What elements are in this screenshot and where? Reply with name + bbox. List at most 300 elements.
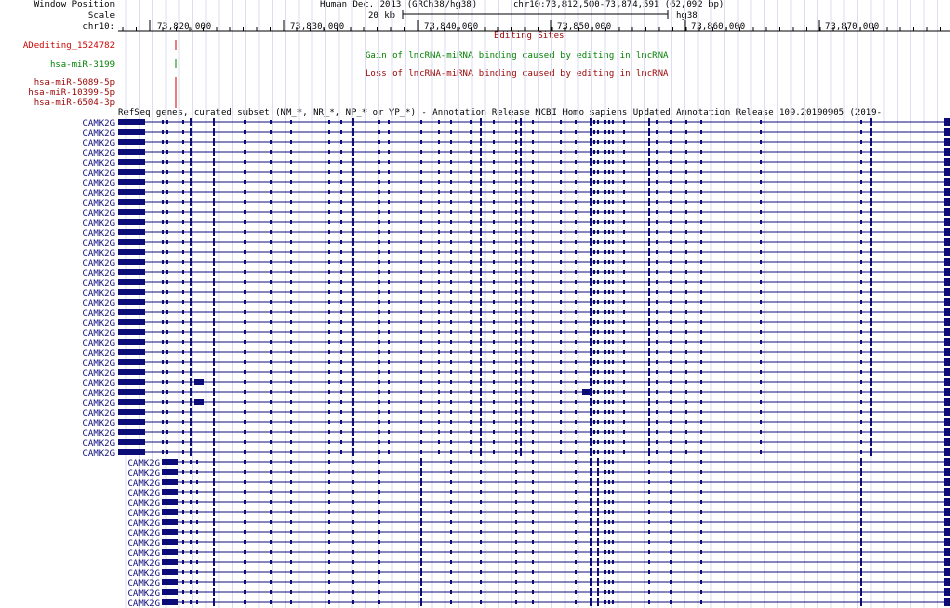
gene-exon [190,600,192,604]
gene-exon [623,190,625,194]
gene-label[interactable]: CAMK2G [82,129,115,139]
gene-label[interactable]: CAMK2G [127,499,160,509]
gene-exon [560,210,562,214]
gene-exon [612,130,614,134]
gene-exon [213,508,215,516]
gene-exon [182,260,184,264]
gene-exon [590,438,592,446]
gene-exon [450,130,452,134]
gene-exon [190,530,192,534]
gene-exon [162,260,164,264]
gene-label[interactable]: CAMK2G [82,169,115,179]
gene-exon [656,450,658,454]
gene-label[interactable]: CAMK2G [82,399,115,409]
gene-exon [450,220,452,224]
gene-exon [870,418,872,426]
gene-exon [340,180,342,184]
gene-exon [700,500,702,504]
gene-label[interactable]: CAMK2G [82,309,115,319]
gene-label[interactable]: CAMK2G [82,139,115,149]
gene-exon [420,370,422,374]
gene-exon [213,488,215,496]
gene-exon [190,368,192,376]
assembly-label: Human Dec. 2013 (GRCh38/hg38) [320,0,478,10]
gene-label[interactable]: CAMK2G [82,429,115,439]
gene-exon [352,118,354,126]
gene-label[interactable]: CAMK2G [82,329,115,339]
gene-exon [493,320,495,324]
gene-label[interactable]: CAMK2G [127,559,160,569]
gene-exon [670,160,672,164]
gene-exon [378,550,380,554]
gene-exon [480,530,482,534]
scale-db: hg38 [676,11,698,21]
gene-label[interactable]: CAMK2G [127,549,160,559]
gene-end-block [944,318,950,326]
gene-utr-block [118,309,145,315]
gene-exon [352,590,354,594]
gene-exon [244,120,246,124]
gene-exon [560,140,562,144]
gene-exon [420,578,422,586]
gene-exon [532,550,534,554]
gene-exon [870,308,872,316]
gene-exon [378,480,380,484]
gene-exon [604,480,606,484]
gene-exon [656,290,658,294]
gene-exon [612,490,614,494]
gene-exon [340,420,342,424]
gene-label[interactable]: CAMK2G [82,269,115,279]
gene-exon [648,348,650,356]
gene-exon [608,150,610,154]
gene-label[interactable]: CAMK2G [82,369,115,379]
gene-exon [593,270,595,274]
gene-exon [612,390,614,394]
gene-exon [560,170,562,174]
gene-end-block [944,138,950,146]
gene-exon [450,350,452,354]
gene-exon [870,278,872,286]
gene-exon [420,420,422,424]
gene-label[interactable]: CAMK2G [82,359,115,369]
gene-exon [860,320,862,324]
gene-exon [493,430,495,434]
gene-exon [612,470,614,474]
gene-exon [575,240,577,244]
gene-exon [608,240,610,244]
gene-exon [623,320,625,324]
gene-exon [515,330,517,334]
gene-exon [420,240,422,244]
gene-exon [575,410,577,414]
gene-exon [860,310,862,314]
gene-exon [352,238,354,246]
gene-exon [388,140,390,144]
gene-label[interactable]: CAMK2G [82,319,115,329]
gene-exon [670,220,672,224]
gene-exon [656,390,658,394]
gene-exon [515,580,517,584]
gene-exon [656,370,658,374]
gene-label[interactable]: CAMK2G [127,539,160,549]
gene-exon [604,340,606,344]
gene-exon [328,450,330,454]
gene-label[interactable]: CAMK2G [127,579,160,589]
gene-label[interactable]: CAMK2G [127,509,160,519]
gene-exon [450,320,452,324]
gene-exon [870,128,872,136]
gene-end-block [944,118,950,126]
gene-exon [532,300,534,304]
gene-exon [182,310,184,314]
gene-exon [340,130,342,134]
gene-exon [352,398,354,406]
gene-exon [450,260,452,264]
gene-exon [450,580,452,584]
gene-exon [290,240,292,244]
gene-exon [470,440,472,444]
gene-exon [450,120,452,124]
gene-exon [162,430,164,434]
gene-exon [328,120,330,124]
gene-utr-block [118,289,145,295]
gene-exon [290,520,292,524]
gene-end-block [944,218,950,226]
gene-label[interactable]: CAMK2G [82,379,115,389]
gene-exon [560,340,562,344]
gene-utr-block [162,499,178,505]
editing-site-label[interactable]: ADediting_1524782 [22,41,115,51]
gene-exon [608,290,610,294]
gene-exon [760,370,762,374]
gene-exon [290,430,292,434]
gene-exon [480,168,482,176]
gene-label[interactable]: CAMK2G [82,439,115,449]
gene-exon [270,210,272,214]
gene-exon [623,400,625,404]
gene-exon [532,190,534,194]
gene-exon [520,178,522,186]
gene-exon [612,150,614,154]
gene-exon [450,500,452,504]
gene-exon [760,220,762,224]
gene-exon [656,250,658,254]
gene-exon [608,600,610,604]
gene-exon [213,458,215,466]
gene-label[interactable]: CAMK2G [82,339,115,349]
gene-label[interactable]: CAMK2G [82,209,115,219]
gene-exon [700,410,702,414]
gene-label[interactable]: CAMK2G [82,229,115,239]
gene-exon [560,220,562,224]
gene-exon [593,140,595,144]
gene-exon [378,210,380,214]
gene-exon [860,420,862,424]
gene-exon [560,360,562,364]
gene-exon [860,468,862,476]
gene-exon [593,180,595,184]
gene-exon [388,300,390,304]
gene-exon [604,320,606,324]
gene-exon [860,548,862,556]
gene-exon [575,550,577,554]
gene-exon [515,240,517,244]
gene-exon [378,220,380,224]
gene-end-block [944,258,950,266]
gene-exon [612,360,614,364]
gene-exon [270,360,272,364]
gene-exon [590,188,592,196]
gene-exon [532,410,534,414]
gene-exon [700,190,702,194]
gene-exon [182,350,184,354]
gene-exon [515,120,517,124]
gene-exon [190,168,192,176]
gain-mirna-label[interactable]: hsa-miR-3199 [49,60,115,70]
gene-exon [593,440,595,444]
gene-exon [575,340,577,344]
gene-exon [700,310,702,314]
gene-exon [493,450,495,454]
gene-exon [670,330,672,334]
gene-exon [760,360,762,364]
gene-exon [378,420,380,424]
gene-exon [860,210,862,214]
gene-exon [648,168,650,176]
gene-label[interactable]: CAMK2G [127,589,160,599]
gene-exon [290,460,292,464]
gene-label[interactable]: CAMK2G [82,239,115,249]
gene-exon [597,420,599,424]
gene-exon [760,450,762,454]
gene-exon [328,300,330,304]
gene-exon [420,410,422,414]
gene-exon [532,170,534,174]
gene-exon [450,340,452,344]
gene-exon [166,220,168,224]
gene-label[interactable]: CAMK2G [127,599,160,608]
gene-exon [340,270,342,274]
gene-utr-block [118,419,145,425]
gene-exon [515,380,517,384]
gene-label[interactable]: CAMK2G [127,479,160,489]
gene-exon [608,530,610,534]
gene-exon [270,170,272,174]
gene-exon [515,360,517,364]
gene-label[interactable]: CAMK2G [82,259,115,269]
gene-label[interactable]: CAMK2G [82,349,115,359]
gene-exon [700,560,702,564]
gene-exon [244,240,246,244]
gene-exon [575,470,577,474]
gene-exon [608,580,610,584]
gene-exon [648,268,650,276]
gene-exon [870,348,872,356]
gene-exon [270,470,272,474]
gene-exon [612,260,614,264]
gene-exon [860,430,862,434]
gene-exon [438,340,440,344]
gene-exon [182,390,184,394]
gene-exon [515,390,517,394]
gene-exon [597,150,599,154]
gene-exon [438,170,440,174]
gene-exon [560,350,562,354]
gene-exon [604,500,606,504]
gene-exon [352,358,354,366]
gene-exon [420,150,422,154]
gene-exon [190,408,192,416]
gene-exon [378,380,380,384]
gene-exon [597,598,599,606]
gene-exon [213,348,215,356]
gene-exon [670,130,672,134]
gene-exon [328,190,330,194]
gene-exon [480,600,482,604]
gene-label[interactable]: CAMK2G [127,459,160,469]
gene-label[interactable]: CAMK2G [127,529,160,539]
gene-exon [480,278,482,286]
gene-exon [378,320,380,324]
gene-label[interactable]: CAMK2G [82,449,115,459]
gene-exon [604,450,606,454]
gene-label[interactable]: CAMK2G [82,279,115,289]
gene-exon [420,170,422,174]
gene-exon [190,118,192,126]
gene-exon [593,340,595,344]
gene-exon [244,430,246,434]
gene-exon [520,258,522,266]
gene-label[interactable]: CAMK2G [127,569,160,579]
gene-label[interactable]: CAMK2G [82,159,115,169]
gene-label[interactable]: CAMK2G [82,219,115,229]
gene-exon [213,418,215,426]
gene-exon [450,150,452,154]
gene-exon [378,140,380,144]
gene-exon [870,188,872,196]
gene-exon [290,510,292,514]
gene-exon [244,400,246,404]
gene-exon [190,148,192,156]
gene-exon [388,150,390,154]
gene-exon [470,290,472,294]
gene-exon [515,530,517,534]
gene-exon [190,248,192,256]
gene-exon [290,370,292,374]
gene-label[interactable]: CAMK2G [82,179,115,189]
gene-label[interactable]: CAMK2G [127,489,160,499]
gene-exon [162,120,164,124]
gene-exon [270,450,272,454]
gene-exon [597,390,599,394]
gene-exon [648,238,650,246]
gene-exon [438,290,440,294]
gene-label[interactable]: CAMK2G [82,409,115,419]
gene-exon [575,330,577,334]
gene-exon [328,530,330,534]
gene-exon [162,350,164,354]
gene-exon [328,550,330,554]
gene-label[interactable]: CAMK2G [82,289,115,299]
gene-label[interactable]: CAMK2G [82,299,115,309]
gene-exon [520,438,522,446]
gene-exon [870,118,872,126]
gene-exon [190,308,192,316]
gene-exon [604,510,606,514]
gene-label[interactable]: CAMK2G [82,199,115,209]
gene-exon [213,208,215,216]
gene-exon [340,400,342,404]
gene-exon [623,180,625,184]
gene-exon [760,200,762,204]
gene-exon [860,190,862,194]
gene-exon [420,468,422,476]
loss-mirna-label[interactable]: hsa-miR-6504-3p [33,98,115,108]
gene-exon [520,388,522,396]
gene-label[interactable]: CAMK2G [82,149,115,159]
gene-exon [860,180,862,184]
gene-exon [575,600,577,604]
gene-exon [760,330,762,334]
gene-label[interactable]: CAMK2G [82,419,115,429]
gene-exon [860,350,862,354]
gene-exon [700,170,702,174]
gene-label[interactable]: CAMK2G [127,469,160,479]
gene-exon [213,248,215,256]
gene-exon [648,178,650,186]
gene-exon [870,238,872,246]
gene-label[interactable]: CAMK2G [82,389,115,399]
gene-exon [470,130,472,134]
gene-exon [597,360,599,364]
position-readout: chr10:73,812,500-73,874,591 (62,092 bp) [513,0,725,10]
gene-label[interactable]: CAMK2G [127,519,160,529]
gene-exon [328,510,330,514]
gene-exon [352,208,354,216]
gene-exon [685,380,687,384]
gene-exon [162,210,164,214]
gene-exon [270,510,272,514]
gene-exon [244,220,246,224]
gene-exon [532,530,534,534]
gene-end-block [944,188,950,196]
gene-exon [515,280,517,284]
gene-exon [760,250,762,254]
gene-end-block [944,358,950,366]
gene-exon [515,220,517,224]
gene-exon [860,518,862,526]
gene-exon [656,420,658,424]
gene-exon [378,260,380,264]
gene-exon [340,360,342,364]
gene-exon [515,510,517,514]
gene-exon [656,360,658,364]
gene-exon [328,220,330,224]
gene-exon [270,400,272,404]
gene-exon [575,140,577,144]
loss-mirna-label[interactable]: hsa-miR-5089-5p [33,78,115,88]
gene-exon [213,528,215,536]
gene-exon [532,510,534,514]
gene-label[interactable]: CAMK2G [82,249,115,259]
gene-exon [700,330,702,334]
gene-label[interactable]: CAMK2G [82,119,115,129]
gene-exon [612,510,614,514]
gene-exon [520,158,522,166]
loss-mirna-label[interactable]: hsa-miR-10399-5p [28,88,115,98]
gene-label[interactable]: CAMK2G [82,189,115,199]
